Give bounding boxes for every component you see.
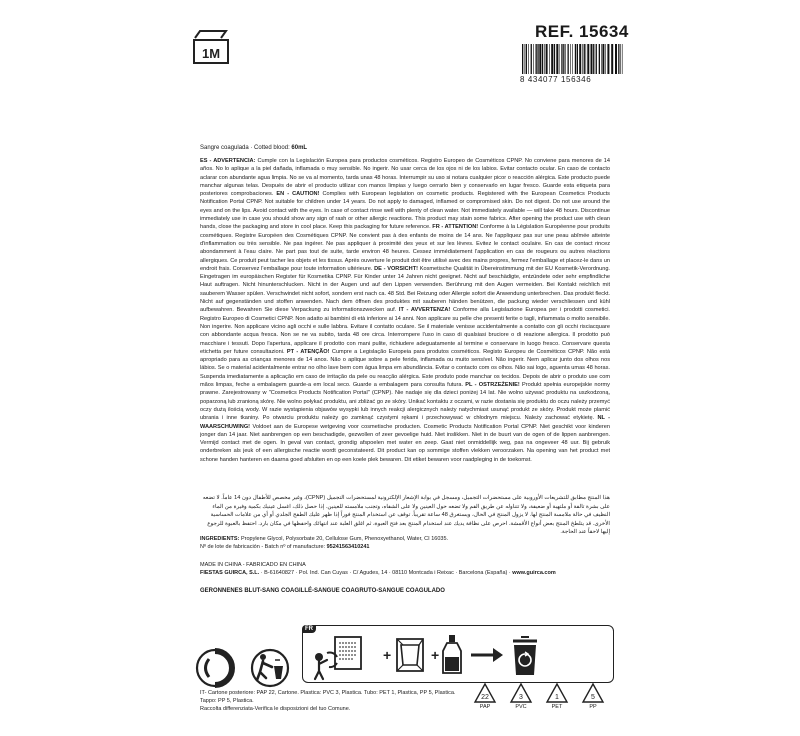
company-address: · B-61640827 · Pol. Ind. Can Cuyas · C/ Agudes, 14 · 08110 Montcada i Reixac · Barcelona (España) · (260, 570, 511, 576)
barcode-bar (568, 44, 569, 74)
warning-text-arabic: هذا المنتج مطابق للتشريعات الأوروبية على مستحضرات التجميل، ومسجل في بوابة الإشعار الإلكترونية لمستحضرات التجميل (CPNP)، وغير مخصص للأطفال دون 14 عاماً. لا تضعه على بشرة تالفة أو ملتهبة أو ضعيفة، ولا تتناوله عن طريق الفم ولا تضعه حول العينين ولا على الشفاه، وتجنب ملامسته للعينين. إذا حصل ذلك، اغسل عينيك بكمية وفيرة من الماء النظيف في حالة ملامسة المنتج لها. لا يزول المنتج في الحال، ويستغرق 48 ساعة تقريباً. توقف عن استخدام المنتج فوراً إذا ظهر عليك الطفح الجلدي أو أي من علامات الحساسية الأخرى. قد يتلطخ المنتج بعض أنواع الأقمشة. احرص على نظافة يديك عند استخدام المنتج بعد فتح العبوة، ثم اغلق العلبة عند انتهائك واحفظها في مكان بارد. احتفظ بالعبوة للرجوع إليها لاحقاً عند الحاجة. (202, 495, 610, 536)
plus-icon: + (383, 647, 392, 663)
company-line (200, 569, 610, 577)
ingredients-block (200, 536, 610, 552)
ingredients-line (200, 536, 610, 544)
barcode-bar (602, 44, 604, 74)
batch-line (200, 544, 610, 552)
barcode-bar (525, 44, 526, 74)
recycling-icons (195, 648, 295, 693)
warning-label-pl: PL - OSTRZEŻENIE! (465, 382, 520, 389)
recycle-number: 1 (555, 694, 559, 701)
recycle-label: PP (589, 704, 597, 710)
warning-label-nl: NL - WAARSCHUWING! (200, 415, 610, 430)
barcode-bar (533, 44, 534, 74)
disposal-line-1: IT- Cartone posteriore: PAP 22, Cartone. Plastica: PVC 3, Plastica. Tubo: PET 1, Plastica, PP 5, Plastica. (200, 690, 456, 696)
company-name: FIESTAS GUIRCA, S.L. (200, 570, 260, 576)
barcode-bar (579, 44, 581, 74)
warning-text-nl: Voldoet aan de Europese wetgeving voor cosmetische producten. Cosmetic Products Notification Portal CPNP. Niet geschikt voor kinderen jonger dan 14 jaar. Niet aanbrengen op een beschadigde, gezwollen of zeer gevoelige huid. Niet inslikken. Niet in de buurt van de ogen of de lippen aanbrengen. Vermijd contact met de ogen. In geval van contact, grondig afspoelen met water en zeep. Gaat niet onmiddellijk weg, pas na ongeveer 48 uur. Bij gebruik onderbreken als jeuk of een allergische reactie wordt geconstateerd. Dit product kan op sommige stoffen vlekken veroorzaken. Na opening van het product met schone handen hanteren en daarna goed afsluiten en op een koele plek bewaren. Dit etiket bewaren voor raadpleging in de toekomst. (200, 423, 610, 463)
warning-label-es: ES - ADVERTENCIA: (200, 158, 256, 164)
barcode-bar (526, 44, 527, 74)
warning-text-it: Conforme alla Legislazione Europea per i prodotti cosmetici. Registro Europeo di Cosmetici CPNP. Non adatto ai bambini di età inferiore ai 14 anni. Non applicare su pelle che presenti ferite o tagli, infiammata o molto sensibile. Non ingerire. Non applicare vicino agli occhi e sulle labbra. Evitare il contatto oculare. Se il materiale venisse accidentalmente a contatto con gli occhi risciacquare con abbondante acqua fresca. Non se ne va subito, tarda 48 ore circa. Interrompere l'uso in caso di qualsiasi bruciore o di reazione allergica. Il prodotto può macchiare i tessuti. Dopo l'apertura, applicare il prodotto con mani pulite, richiudere adeguatamente al termine e conservare in luogo fresco. Conservare questa etichetta per future consultazioni. (200, 307, 610, 355)
barcode-bar (599, 44, 600, 74)
warning-text-fr: Conforme à la Législation Européenne pour produits cosmétiques. Registre Européen des Cosmétiques CPNP. Ne convient pas à des enfants de moins de 14 ans. Ne l'appliquez pas sur une peau abîmée atteinte d'inflammation ou très sensible. Ne pas ingérer. Ne pas appliquer à proximité des yeux et sur les lèvres. Evitez le contact oculaire. En cas de contact rincez abondamment à l'eau claire. Ne part pas tout de suite, tarde environ 48 heures. Cessez immédiatement l'application en cas de rougeurs ou autres réactions allergiques. Ce produit peut tacher les objets et les tissus. Après ouverture le produit doit être utilisé avec des mains propres, fermez l'emballage et placez-le dans un endroit frais. Conservez l'emballage pour toute information ultérieure. (200, 224, 610, 272)
barcode-bar (620, 44, 621, 74)
warning-text-pt: Cumpre a Legislação Europeia para produtos cosméticos. Registo Europeu de Cosméticos CPNP. Não está apropriado para as crianças menores de 14 anos. Não o aplique sobre a pele ferida, inflamada ou muito sensível. Não ingerir. Nem aplicar junto dos olhos nos lábios. Se o material acidentalmente entrar no olho lave bem com água limpa em abundância. Evitar o contacto com os olhos. Não sai logo, aguenta umas 48 horas. Suspenda imediatamente a aplicação em caso de irritação da pele ou reacção alérgica. Este produto pode manchar os tecidos. Depois de abrir o produto use com mãos limpas, feche a embalagem guarde-a em local seco. Guarde a embalagem para consulta futura. (200, 348, 610, 389)
arrow-icon (471, 648, 503, 662)
warning-label-fr: FR - ATTENTION! (432, 224, 479, 231)
company-website: www.guirca.com (512, 570, 556, 576)
barcode-bar (559, 44, 560, 74)
barcode-bar (549, 44, 550, 74)
ingredients-list: Propylene Glycol, Polysorbate 20, Cellulose Gum, Phenoxyethanol, Water, CI 16035. (240, 536, 449, 542)
barcode-bar (561, 44, 562, 74)
batch-number: 95241563410241 (326, 543, 370, 550)
barcode-bar (531, 44, 532, 74)
barcode-bar (572, 44, 573, 74)
barcode-bar (607, 44, 609, 74)
bottle-icon (443, 635, 461, 673)
barcode-bar (596, 44, 597, 74)
disposal-line-2: Tappo: PP 5, Plastica. (200, 697, 254, 704)
warning-label-it: IT - AVVERTENZA! (398, 307, 451, 314)
pao-label: 1M (201, 46, 221, 61)
product-volume-line (200, 145, 307, 151)
barcode-bar (542, 44, 543, 74)
blister-icon (397, 639, 423, 671)
product-prefix: Sangre coagulada · Cotted blood: (200, 145, 290, 151)
fr-sorting-box (302, 625, 614, 683)
barcode-bar (565, 44, 566, 74)
back-card-icon (335, 637, 361, 669)
barcode-bar (605, 44, 606, 74)
origin-block (200, 561, 610, 577)
recycle-number: 5 (591, 694, 595, 701)
barcode-bar (577, 44, 578, 74)
barcode-bar (528, 44, 529, 74)
barcode-bar (556, 44, 558, 74)
recycle-code-pp (580, 682, 606, 710)
warnings-paragraph (200, 157, 610, 464)
warning-label-pt: PT - ATENÇÃO! (286, 348, 330, 355)
barcode-bar (615, 44, 617, 74)
tidyman-icon (252, 650, 288, 686)
barcode-bar (601, 44, 602, 74)
warning-label-de: DE - VORSICHT! (374, 265, 418, 272)
barcode-bar (536, 44, 537, 74)
barcode-bar (546, 44, 548, 74)
recycle-code-pap (472, 682, 498, 710)
made-in: MADE IN CHINA - FABRICADO EN CHINA (200, 562, 306, 568)
batch-label: Nº de lote de fabricación - Batch nº of manufacture: (200, 543, 326, 550)
recycle-label: PET (551, 704, 563, 710)
barcode-bar (554, 44, 555, 74)
barcode-bar (591, 44, 593, 74)
barcode (520, 44, 624, 84)
barcode-bars (520, 44, 624, 74)
barcode-bar (582, 44, 583, 74)
reference-number: REF. 15634 (535, 22, 629, 41)
barcode-bar (522, 44, 523, 74)
barcode-bar (570, 44, 571, 74)
recycling-bin-icon (513, 637, 537, 675)
warning-text-pl: Produkt spełnia europejskie normy prawne. Zarejestrowany w "Cosmetics Products Notification Portal" (CPNP). Nie nadaje się dla dzieci poniżej 14 lat. Nie wolno używać produktu na uszkodzoną, poparzoną lub zranioną skórę. Nie wolno połykać produktu, ani zbliżać go ze skóry. Unikać kontaktu z oczami, w razie dostania się produktu do oczu należy przemyć oczy dużą ilością wody. W razie wystąpienia objawów wysypki lub innych reakcji alergicznych należy natychmiast usunąć produkt ze skóry. Produkt może plamić ubrania i inne tkaniny. Po otwarciu produktu należy go zamknąć czystymi rękami i przechowywać w chłodnym miejscu. Należy zachować etykietę. (200, 382, 610, 422)
recycle-triangle-icon (545, 682, 569, 704)
barcode-bar (537, 44, 538, 74)
barcode-bar (586, 44, 587, 74)
disposal-info (200, 690, 460, 713)
barcode-bar (587, 44, 589, 74)
barcode-bar (622, 44, 623, 74)
recycle-number: 3 (519, 694, 523, 701)
barcode-bar (575, 44, 576, 74)
warning-text-de: Kosmetische Qualität in Übereinstimmung mit der EU Kosmetik-Verordnung. Eingetragen im europäischen Register für Kosmetika CPNP. Für Kinder unter 14 Jahren nicht geeignet. Nicht auf beschädigte, entzündete oder sehr empfindliche Haut auftragen. Nicht hinunterschlucken. Nicht in der Augen und auf den Lippen verwenden. Berührung mit den Augen vermeiden. Bei Kontakt reichlich mit sauberem Wasser spülen. Verschwindet nicht sofort, sondern erst nach ca. 48 Std. Bei Reizung oder Allergie sofort die Anwendung unterbrechen. Das produkt fleckt. Nicht auf gegenständen und stoffen anwenden. Nach dem öffnen des produktes mit sauberen händen benützen, die packung wieder verschliessen und kühl aufbewahren. Bewahren Sie diese Verpackung zu informationszwecken auf. (200, 265, 610, 314)
warning-text-es: Cumple con la Legislación Europea para productos cosméticos. Registro Europeo de Cosméticos CPNP. No conviene para menores de 14 años. No lo aplique a la piel dañada, inflamada o muy sensible. No ingerir. No usar cerca de los ojos ni de los labios. Evitar contacto ocular. En caso de contacto aclarar con abundante agua limpia. No se va al momento, tarda unas 48 horas. Interrumpir su uso si notara cualquier picor o reacción alérgica. Este producto puede manchar algunas telas. Después de abrir el producto utilizar con manos limpias y luego cerrarlo bien y conservarlo en lugar fresco. Guarde esta etiqueta para posteriores comprobaciones. (200, 158, 610, 198)
barcode-bar (593, 44, 594, 74)
warning-label-en: EN - CAUTION! (276, 191, 320, 198)
recycle-label: PVC (515, 704, 527, 710)
recycle-code-pvc (508, 682, 534, 710)
barcode-bar (539, 44, 541, 74)
warnings-text (200, 157, 610, 491)
recycle-triangle-icon (581, 682, 605, 704)
barcode-bar (563, 44, 564, 74)
recycle-label: PAP (479, 704, 491, 710)
warning-text-en: Complies with European legislation on cosmetic products. Registered with the European Cosmetics Products Notification Portal CPNP. Not suitable for children under 14 years. Do not apply to damaged, inflamed or compromised skin. Do not digest. Do not use around the eyes and on the lips. Avoid contact with the eyes. In case of contact rinse well with plenty of clean water. Not immediately available — will take 48 hours. Discontinue immediately use in case you should show any sign of rash or other allergic reactions. This product may stain some fabrics. After opening the product use with clean hands, close the packaging and store in cool place. Keep this packaging for future reference. (200, 191, 610, 231)
pao-jar-icon (190, 30, 232, 66)
plus-icon-2: + (431, 647, 440, 663)
barcode-number: 8 434077 156346 (520, 75, 592, 84)
disposal-line-3: Raccolta differenziata-Verifica le disposizioni del tuo Comune. (200, 705, 351, 712)
recycle-number: 22 (481, 694, 489, 701)
barcode-bar (544, 44, 545, 74)
fr-tag: FR (302, 625, 316, 633)
recycle-triangle-icon (509, 682, 533, 704)
recycle-code-pet (544, 682, 570, 710)
product-names: GERONNENES BLUT-SANG COAGILLÉ-SANGUE COAGRUTO-SANGUE COAGULADO (200, 588, 445, 594)
recycle-codes (465, 682, 615, 726)
barcode-bar (584, 44, 585, 74)
recycle-triangle-icon (473, 682, 497, 704)
triman-icon (315, 652, 337, 679)
product-volume: 60mL (291, 145, 308, 151)
green-dot-icon (197, 650, 233, 686)
barcode-bar (611, 44, 613, 74)
ingredients-label: INGREDIENTS: (200, 536, 240, 542)
barcode-bar (618, 44, 619, 74)
barcode-bar (551, 44, 553, 74)
